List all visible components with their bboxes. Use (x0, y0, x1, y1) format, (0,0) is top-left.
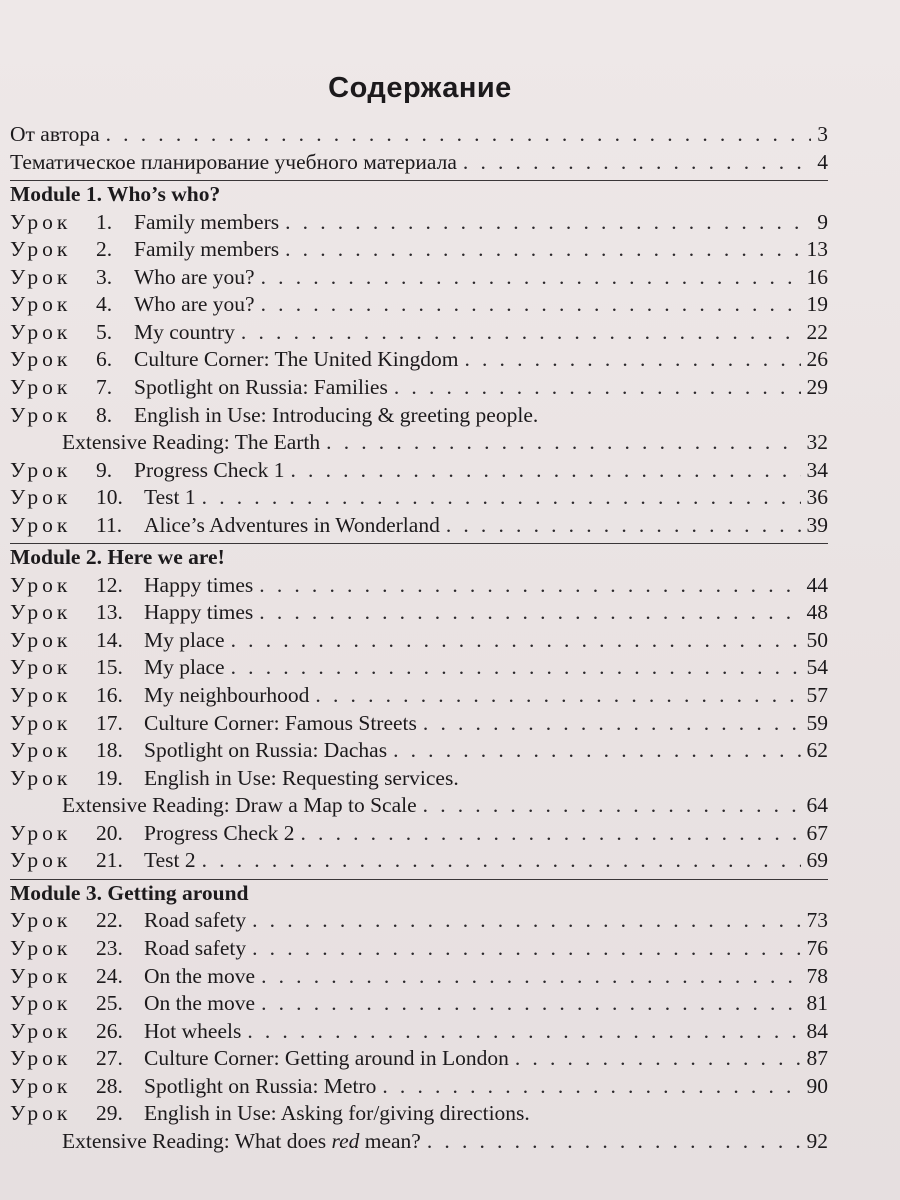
lesson-number: 17. (96, 710, 123, 735)
lesson-label: Урок (10, 908, 72, 933)
lesson-title: Happy times (144, 572, 254, 597)
dot-leader (382, 1074, 800, 1099)
lesson-page: 32 (806, 430, 828, 455)
lesson-label: Урок (10, 627, 72, 652)
lesson-page: 81 (806, 991, 828, 1016)
module-heading: Module 1. Who’s who? (10, 182, 221, 207)
lesson-number: 7. (96, 374, 113, 399)
lesson-label: Урок (10, 1101, 72, 1126)
dot-leader (259, 573, 800, 598)
lesson-number: 21. (96, 848, 123, 873)
lesson-label: Урок (10, 374, 72, 399)
lesson-title: English in Use: Requesting services. (144, 765, 459, 790)
lesson-entry (10, 513, 828, 541)
dot-leader (315, 683, 800, 708)
lesson-number: 18. (96, 738, 123, 763)
lesson-title: Test 1 (144, 485, 196, 510)
lesson-title: On the move (144, 963, 256, 988)
lesson-label: Урок (10, 485, 72, 510)
lesson-page: 36 (806, 485, 828, 510)
entry-page: 3 (817, 122, 828, 146)
toc-entry (10, 122, 828, 150)
dot-leader (427, 1129, 801, 1154)
lesson-title: Progress Check 2 (144, 820, 295, 845)
lesson-entry (10, 347, 828, 375)
lesson-page: 69 (806, 848, 828, 873)
lesson-number: 5. (96, 319, 113, 344)
lesson-page: 90 (806, 1073, 828, 1098)
lesson-entry (10, 848, 828, 876)
lesson-number: 26. (96, 1018, 123, 1043)
lesson-entry (10, 1074, 828, 1102)
dot-leader (300, 821, 800, 846)
lesson-page: 9 (817, 209, 828, 234)
lesson-entry (10, 600, 828, 628)
lesson-number: 29. (96, 1101, 123, 1126)
lesson-entry (10, 573, 828, 601)
lesson-title: Who are you? (134, 264, 255, 289)
lesson-number: 24. (96, 963, 123, 988)
dot-leader (252, 908, 800, 933)
lesson-entry (10, 375, 828, 403)
lesson-page: 13 (806, 237, 828, 262)
lesson-entry (10, 766, 828, 794)
lesson-title: Culture Corner: Getting around in London (144, 1046, 509, 1071)
lesson-label: Урок (10, 1018, 72, 1043)
lesson-page: 87 (806, 1046, 828, 1071)
lesson-page: 48 (806, 600, 828, 625)
entry-title: От автора (10, 122, 100, 146)
dot-leader (106, 122, 812, 147)
lesson-title: Road safety (144, 908, 247, 933)
lesson-number: 4. (96, 292, 113, 317)
lesson-entry (10, 1019, 828, 1047)
lesson-label: Урок (10, 209, 72, 234)
lesson-page: 84 (806, 1018, 828, 1043)
lesson-number: 3. (96, 264, 113, 289)
lesson-title: Family members (134, 209, 280, 234)
dot-leader (394, 375, 801, 400)
dot-leader (393, 738, 800, 763)
dot-leader (241, 320, 801, 345)
lesson-page: 16 (806, 264, 828, 289)
page-title: Содержание (328, 72, 512, 104)
lesson-label: Урок (10, 935, 72, 960)
lesson-page: 78 (806, 963, 828, 988)
lesson-title: Road safety (144, 935, 247, 960)
lesson-number: 9. (96, 457, 113, 482)
lesson-label: Урок (10, 683, 72, 707)
lesson-page: 62 (806, 738, 828, 763)
dot-leader (247, 1019, 800, 1044)
lesson-number: 23. (96, 935, 123, 960)
section-divider (10, 879, 828, 880)
continuation-part: Extensive Reading: What does (62, 1128, 332, 1153)
lesson-number: 28. (96, 1073, 123, 1098)
lesson-entry (10, 821, 828, 849)
lesson-page: 76 (806, 935, 828, 960)
lesson-title: Culture Corner: Famous Streets (144, 710, 417, 735)
dot-leader (231, 628, 801, 653)
toc-entry (10, 150, 828, 178)
dot-leader (285, 237, 800, 262)
lesson-number: 20. (96, 820, 123, 845)
lesson-title: Culture Corner: The United Kingdom (134, 347, 459, 372)
lesson-title: Happy times (144, 600, 254, 625)
lesson-title: My neighbourhood (144, 683, 310, 707)
lesson-page: 54 (806, 655, 828, 680)
dot-leader (446, 513, 801, 538)
dot-leader (464, 347, 800, 372)
lesson-page: 67 (806, 820, 828, 845)
lesson-entry (10, 908, 828, 936)
lesson-number: 11. (96, 512, 123, 537)
lesson-entry (10, 403, 828, 431)
continuation-part: mean? (359, 1128, 421, 1153)
lesson-continuation (62, 793, 828, 821)
lesson-title: My country (134, 319, 235, 344)
dot-leader (231, 655, 801, 680)
lesson-label: Урок (10, 1046, 72, 1071)
dot-leader (515, 1046, 801, 1071)
lesson-entry (10, 1046, 828, 1074)
lesson-label: Урок (10, 710, 72, 735)
lesson-label: Урок (10, 765, 72, 790)
dot-leader (423, 793, 801, 818)
module-heading: Module 2. Here we are! (10, 545, 225, 570)
lesson-entry (10, 655, 828, 683)
lesson-label: Урок (10, 963, 72, 988)
lesson-title: My place (144, 655, 225, 680)
lesson-title: Hot wheels (144, 1018, 242, 1043)
lesson-title: English in Use: Asking for/giving directions. (144, 1101, 530, 1126)
lesson-number: 15. (96, 655, 123, 680)
lesson-entry (10, 936, 828, 964)
lesson-entry (10, 292, 828, 320)
dot-leader (259, 600, 800, 625)
lesson-continuation (62, 430, 828, 458)
lesson-entry (10, 210, 828, 238)
lesson-label: Урок (10, 655, 72, 680)
lesson-label: Урок (10, 292, 72, 317)
lesson-page: 19 (806, 292, 828, 317)
continuation-title (62, 1129, 421, 1154)
lesson-page: 50 (806, 627, 828, 652)
lesson-number: 16. (96, 683, 123, 707)
lesson-title: Spotlight on Russia: Dachas (144, 738, 388, 763)
lesson-label: Урок (10, 264, 72, 289)
entry-page: 4 (817, 149, 828, 174)
lesson-page: 57 (806, 683, 828, 707)
continuation-part: red (331, 1128, 360, 1153)
lesson-entry (10, 458, 828, 486)
dot-leader (423, 711, 801, 736)
lesson-number: 22. (96, 908, 123, 933)
lesson-label: Урок (10, 820, 72, 845)
lesson-label: Урок (10, 1073, 72, 1098)
lesson-title: Who are you? (134, 292, 255, 317)
lesson-label: Урок (10, 600, 72, 625)
section-divider (10, 180, 828, 181)
lesson-label: Урок (10, 738, 72, 763)
lesson-number: 27. (96, 1046, 123, 1071)
lesson-title: On the move (144, 991, 256, 1016)
lesson-page: 39 (806, 512, 828, 537)
lesson-label: Урок (10, 237, 72, 262)
lesson-entry (10, 1101, 828, 1129)
lesson-continuation (62, 1129, 828, 1157)
lesson-number: 8. (96, 402, 113, 427)
lesson-label: Урок (10, 319, 72, 344)
lesson-entry (10, 237, 828, 265)
lesson-title: Alice’s Adventures in Wonderland (144, 512, 440, 537)
continuation-title: Extensive Reading: Draw a Map to Scale (62, 793, 417, 818)
dot-leader (261, 991, 800, 1016)
lesson-entry (10, 711, 828, 739)
lesson-number: 13. (96, 600, 123, 625)
lesson-entry (10, 964, 828, 992)
lesson-title: Spotlight on Russia: Families (134, 374, 388, 399)
lesson-label: Урок (10, 572, 72, 597)
lesson-page: 22 (806, 319, 828, 344)
dot-leader (326, 430, 800, 455)
dot-leader (252, 936, 800, 961)
lesson-page: 34 (806, 457, 828, 482)
dot-leader (463, 150, 811, 175)
lesson-number: 1. (96, 209, 113, 234)
lesson-page: 29 (806, 374, 828, 399)
lesson-number: 2. (96, 237, 113, 262)
lesson-number: 19. (96, 765, 123, 790)
lesson-entry (10, 683, 828, 711)
lesson-entry (10, 628, 828, 656)
continuation-title: Extensive Reading: The Earth (62, 430, 321, 455)
lesson-title: English in Use: Introducing & greeting people. (134, 402, 539, 427)
lesson-page: 73 (806, 908, 828, 933)
lesson-number: 25. (96, 991, 123, 1016)
lesson-entry (10, 320, 828, 348)
dot-leader (290, 458, 800, 483)
lesson-title: Test 2 (144, 848, 196, 873)
lesson-page: 92 (806, 1128, 828, 1153)
dot-leader (261, 964, 800, 989)
entry-title: Тематическое планирование учебного материала (10, 149, 457, 174)
lesson-label: Урок (10, 402, 72, 427)
lesson-entry (10, 265, 828, 293)
lesson-number: 12. (96, 572, 123, 597)
lesson-title: Progress Check 1 (134, 457, 285, 482)
dot-leader (285, 210, 811, 235)
lesson-title: Family members (134, 237, 280, 262)
lesson-entry (10, 738, 828, 766)
module-heading: Module 3. Getting around (10, 880, 249, 905)
lesson-page: 64 (806, 793, 828, 818)
lesson-title: Spotlight on Russia: Metro (144, 1073, 377, 1098)
lesson-label: Урок (10, 457, 72, 482)
lesson-entry (10, 991, 828, 1019)
lesson-number: 14. (96, 627, 123, 652)
lesson-number: 10. (96, 485, 123, 510)
dot-leader (261, 265, 801, 290)
lesson-label: Урок (10, 991, 72, 1016)
lesson-label: Урок (10, 512, 72, 537)
lesson-label: Урок (10, 848, 72, 873)
lesson-page: 44 (806, 572, 828, 597)
lesson-page: 26 (806, 347, 828, 372)
dot-leader (202, 485, 801, 510)
lesson-label: Урок (10, 347, 72, 372)
lesson-number: 6. (96, 347, 113, 372)
section-divider (10, 543, 828, 544)
lesson-entry (10, 485, 828, 513)
dot-leader (202, 848, 801, 873)
dot-leader (261, 292, 801, 317)
lesson-page: 59 (806, 710, 828, 735)
lesson-title: My place (144, 627, 225, 652)
